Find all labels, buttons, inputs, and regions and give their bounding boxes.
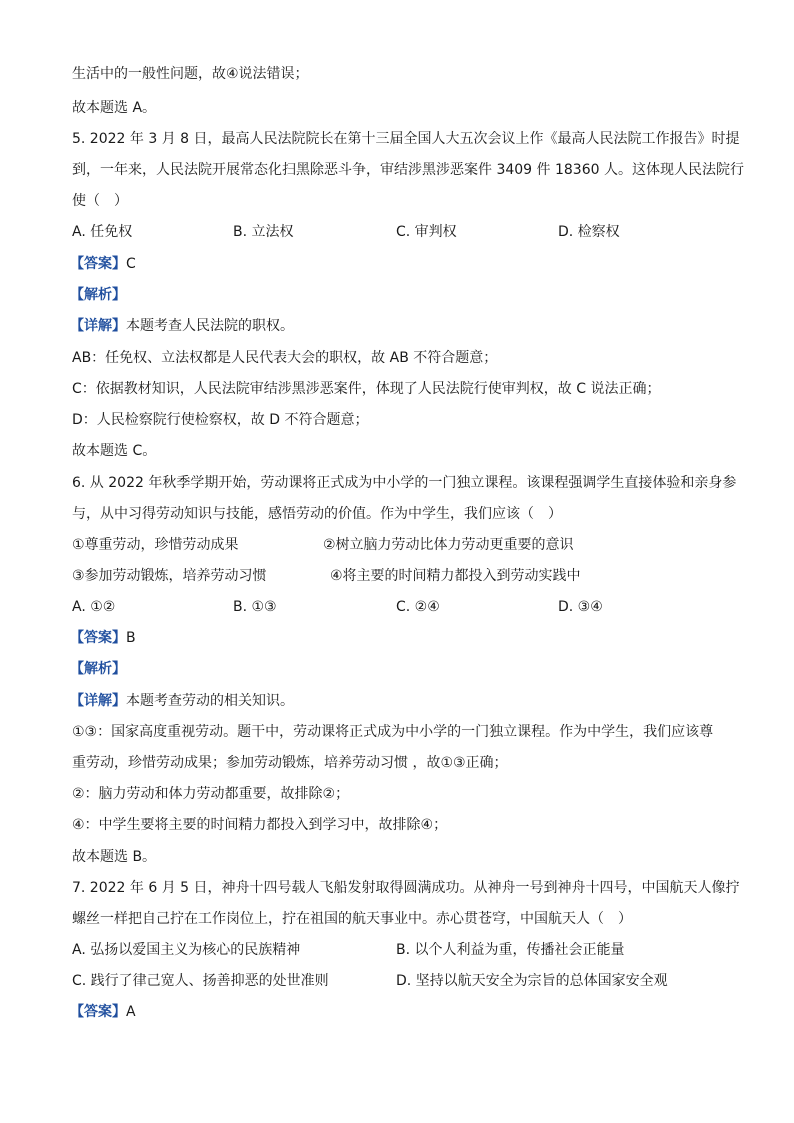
analysis-line [70, 285, 730, 305]
statement-3: ③参加劳动锻炼，培养劳动习惯 [72, 568, 267, 584]
option-c: C. 审判权 [396, 224, 457, 240]
analysis-tag: 【解析】 [70, 287, 126, 303]
question-5-stem: 到，一年来，人民法院开展常态化扫黑除恶斗争，审结涉黑涉恶案件 3409 件 18360 人。这体现人民法院行 [72, 162, 744, 178]
question-5-stem: 5. 2022 年 3 月 8 日，最高人民法院院长在第十三届全国人大五次会议上作《最高人民法院工作报告》时提 [72, 131, 740, 147]
answer-tag: 【答案】 [70, 256, 126, 272]
question-6-stem: 6. 从 2022 年秋季学期开始，劳动课将正式成为中小学的一门独立课程。该课程强调学生直接体验和亲身参 [72, 475, 737, 491]
answer-conclusion: 故本题选 A。 [72, 100, 157, 116]
detail-text: 本题考查人民法院的职权。 [126, 318, 294, 334]
option-a: A. 弘扬以爱国主义为核心的民族精神 [72, 942, 301, 958]
answer-value: A [126, 1004, 136, 1020]
option-d: D. 检察权 [558, 224, 620, 240]
answer-line [70, 1002, 730, 1022]
statement-2: ②树立脑力劳动比体力劳动更重要的意识 [323, 537, 574, 553]
question-5-stem: 使（ ） [72, 193, 128, 209]
explanation-line: C：依据教材知识，人民法院审结涉黑涉恶案件，体现了人民法院行使审判权，故 C 说法正确； [72, 381, 661, 397]
answer-conclusion: 故本题选 B。 [72, 849, 157, 865]
option-a: A. ①② [72, 599, 116, 615]
option-d: D. ③④ [558, 599, 603, 615]
answer-value: B [126, 630, 136, 646]
answer-value: C [126, 256, 136, 272]
option-b: B. ①③ [233, 599, 277, 615]
statement-1: ①尊重劳动，珍惜劳动成果 [72, 537, 239, 553]
answer-tag: 【答案】 [70, 1004, 126, 1020]
option-c: C. ②④ [396, 599, 440, 615]
detail-tag: 【详解】 [70, 693, 126, 709]
analysis-line [70, 659, 730, 679]
statement-4: ④将主要的时间精力都投入到劳动实践中 [330, 568, 581, 584]
explanation-line: ④：中学生要将主要的时间精力都投入到学习中，故排除④； [72, 817, 448, 833]
option-d: D. 坚持以航天安全为宗旨的总体国家安全观 [396, 973, 668, 989]
explanation-line: AB：任免权、立法权都是人民代表大会的职权，故 AB 不符合题意； [72, 350, 498, 366]
detail-line [70, 316, 730, 336]
answer-conclusion: 故本题选 C。 [72, 443, 157, 459]
question-7-stem: 7. 2022 年 6 月 5 日，神舟十四号载人飞船发射取得圆满成功。从神舟一号到神舟十四号，中国航天人像拧 [72, 880, 740, 896]
explanation-line: 重劳动，珍惜劳动成果；参加劳动锻炼，培养劳动习惯 ，故①③正确； [72, 755, 508, 771]
detail-line [70, 691, 730, 711]
explanation-line: ②：脑力劳动和体力劳动都重要，故排除②； [72, 786, 350, 802]
answer-line [70, 254, 730, 274]
question-7-stem: 螺丝一样把自己拧在工作岗位上，拧在祖国的航天事业中。赤心贯苍穹，中国航天人（ ） [72, 911, 632, 927]
question-6-stem: 与，从中习得劳动知识与技能，感悟劳动的价值。作为中学生，我们应该（ ） [72, 506, 562, 522]
answer-line [70, 628, 730, 648]
text-line: 生活中的一般性问题，故④说法错误； [72, 66, 309, 82]
option-a: A. 任免权 [72, 224, 133, 240]
detail-tag: 【详解】 [70, 318, 126, 334]
option-c: C. 践行了律己宽人、扬善抑恶的处世准则 [72, 973, 329, 989]
explanation-line: D：人民检察院行使检察权，故 D 不符合题意； [72, 412, 369, 428]
answer-tag: 【答案】 [70, 630, 126, 646]
explanation-line: ①③：国家高度重视劳动。题干中，劳动课将正式成为中小学的一门独立课程。作为中学生，我们应该尊 [72, 724, 714, 740]
option-b: B. 以个人利益为重，传播社会正能量 [396, 942, 625, 958]
option-b: B. 立法权 [233, 224, 294, 240]
detail-text: 本题考查劳动的相关知识。 [126, 693, 294, 709]
analysis-tag: 【解析】 [70, 661, 126, 677]
